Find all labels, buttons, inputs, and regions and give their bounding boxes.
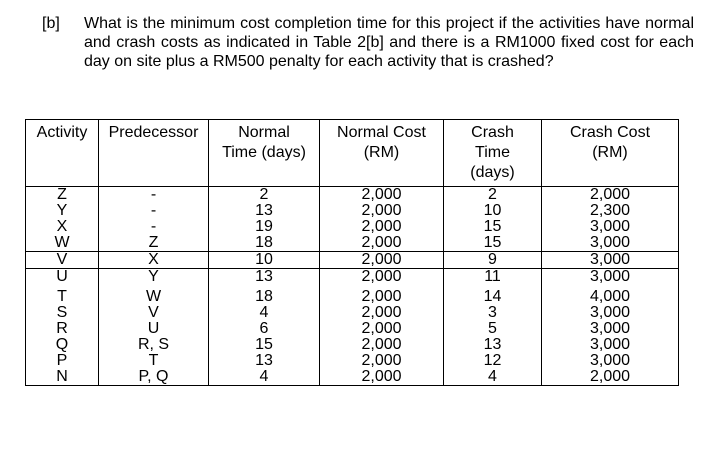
cell-crash-time: 11 bbox=[444, 269, 542, 286]
cell-predecessor: R, S bbox=[99, 337, 209, 353]
cell-crash-cost: 3,000 bbox=[542, 353, 679, 369]
table-row bbox=[26, 285, 679, 305]
header-activity: Activity bbox=[26, 120, 99, 187]
cell-crash-time: 4 bbox=[444, 369, 542, 386]
cell-normal-cost: 2,000 bbox=[320, 235, 444, 252]
cell-normal-time: 15 bbox=[209, 337, 320, 353]
table-header-row bbox=[26, 120, 679, 187]
cell-predecessor: - bbox=[99, 219, 209, 235]
cell-activity: X bbox=[26, 219, 99, 235]
cell-activity: S bbox=[26, 305, 99, 321]
cell-normal-cost: 2,000 bbox=[320, 353, 444, 369]
cell-crash-time: 3 bbox=[444, 305, 542, 321]
cell-normal-cost: 2,000 bbox=[320, 321, 444, 337]
header-normal-cost: Normal Cost (RM) bbox=[320, 120, 444, 187]
cell-normal-time: 18 bbox=[209, 235, 320, 252]
cell-normal-cost: 2,000 bbox=[320, 219, 444, 235]
cell-crash-time: 9 bbox=[444, 252, 542, 269]
cell-activity: T bbox=[26, 285, 99, 305]
cell-crash-cost: 3,000 bbox=[542, 235, 679, 252]
cell-crash-cost: 2,300 bbox=[542, 203, 679, 219]
table-row bbox=[26, 235, 679, 252]
cell-crash-cost: 3,000 bbox=[542, 337, 679, 353]
cell-normal-cost: 2,000 bbox=[320, 269, 444, 286]
table-row bbox=[26, 203, 679, 219]
cell-predecessor: Y bbox=[99, 269, 209, 286]
cell-crash-cost: 4,000 bbox=[542, 285, 679, 305]
cell-predecessor: P, Q bbox=[99, 369, 209, 386]
cell-predecessor: Z bbox=[99, 235, 209, 252]
cell-crash-cost: 3,000 bbox=[542, 321, 679, 337]
table-row bbox=[26, 305, 679, 321]
cell-activity: Y bbox=[26, 203, 99, 219]
cell-activity: W bbox=[26, 235, 99, 252]
question-tag: [b] bbox=[42, 15, 60, 32]
table-row bbox=[26, 187, 679, 204]
cell-crash-cost: 3,000 bbox=[542, 219, 679, 235]
cell-normal-cost: 2,000 bbox=[320, 337, 444, 353]
cell-crash-cost: 2,000 bbox=[542, 187, 679, 204]
cell-crash-cost: 3,000 bbox=[542, 305, 679, 321]
cell-crash-time: 15 bbox=[444, 235, 542, 252]
table-row bbox=[26, 219, 679, 235]
table-row bbox=[26, 337, 679, 353]
cell-activity: P bbox=[26, 353, 99, 369]
table-row bbox=[26, 252, 679, 269]
cell-crash-cost: 2,000 bbox=[542, 369, 679, 386]
cell-normal-cost: 2,000 bbox=[320, 369, 444, 386]
cell-normal-time: 4 bbox=[209, 305, 320, 321]
cell-normal-time: 18 bbox=[209, 285, 320, 305]
cell-activity: Z bbox=[26, 187, 99, 204]
cell-normal-time: 2 bbox=[209, 187, 320, 204]
cell-predecessor: U bbox=[99, 321, 209, 337]
cell-normal-cost: 2,000 bbox=[320, 187, 444, 204]
header-crash-time: Crash Time (days) bbox=[444, 120, 542, 187]
cell-crash-time: 12 bbox=[444, 353, 542, 369]
cell-activity: V bbox=[26, 252, 99, 269]
cell-normal-time: 4 bbox=[209, 369, 320, 386]
cell-crash-time: 14 bbox=[444, 285, 542, 305]
cell-activity: U bbox=[26, 269, 99, 286]
cell-normal-time: 6 bbox=[209, 321, 320, 337]
cell-activity: N bbox=[26, 369, 99, 386]
table-row bbox=[26, 353, 679, 369]
cell-crash-time: 10 bbox=[444, 203, 542, 219]
cell-predecessor: V bbox=[99, 305, 209, 321]
table-row bbox=[26, 321, 679, 337]
cell-predecessor: T bbox=[99, 353, 209, 369]
header-predecessor: Predecessor bbox=[99, 120, 209, 187]
cell-predecessor: - bbox=[99, 187, 209, 204]
cell-normal-cost: 2,000 bbox=[320, 252, 444, 269]
cell-predecessor: W bbox=[99, 285, 209, 305]
cell-normal-cost: 2,000 bbox=[320, 203, 444, 219]
cell-normal-time: 10 bbox=[209, 252, 320, 269]
activity-table bbox=[25, 119, 679, 386]
header-normal-time: Normal Time (days) bbox=[209, 120, 320, 187]
cell-normal-time: 13 bbox=[209, 353, 320, 369]
cell-crash-time: 13 bbox=[444, 337, 542, 353]
header-crash-cost: Crash Cost (RM) bbox=[542, 120, 679, 187]
cell-activity: Q bbox=[26, 337, 99, 353]
cell-normal-time: 19 bbox=[209, 219, 320, 235]
cell-normal-cost: 2,000 bbox=[320, 285, 444, 305]
cell-crash-cost: 3,000 bbox=[542, 252, 679, 269]
table-row bbox=[26, 369, 679, 386]
cell-crash-time: 15 bbox=[444, 219, 542, 235]
question-text: What is the minimum cost completion time for this project if the activities have normal and crash costs as indicated in Table 2[b] and there is a RM1000 fixed cost for each day on site plus a RM500 penalty for each activity that is crashed? bbox=[84, 15, 694, 70]
cell-normal-cost: 2,000 bbox=[320, 305, 444, 321]
cell-predecessor: X bbox=[99, 252, 209, 269]
cell-crash-time: 2 bbox=[444, 187, 542, 204]
cell-activity: R bbox=[26, 321, 99, 337]
cell-predecessor: - bbox=[99, 203, 209, 219]
cell-crash-time: 5 bbox=[444, 321, 542, 337]
table-row bbox=[26, 269, 679, 286]
cell-crash-cost: 3,000 bbox=[542, 269, 679, 286]
cell-normal-time: 13 bbox=[209, 269, 320, 286]
cell-normal-time: 13 bbox=[209, 203, 320, 219]
